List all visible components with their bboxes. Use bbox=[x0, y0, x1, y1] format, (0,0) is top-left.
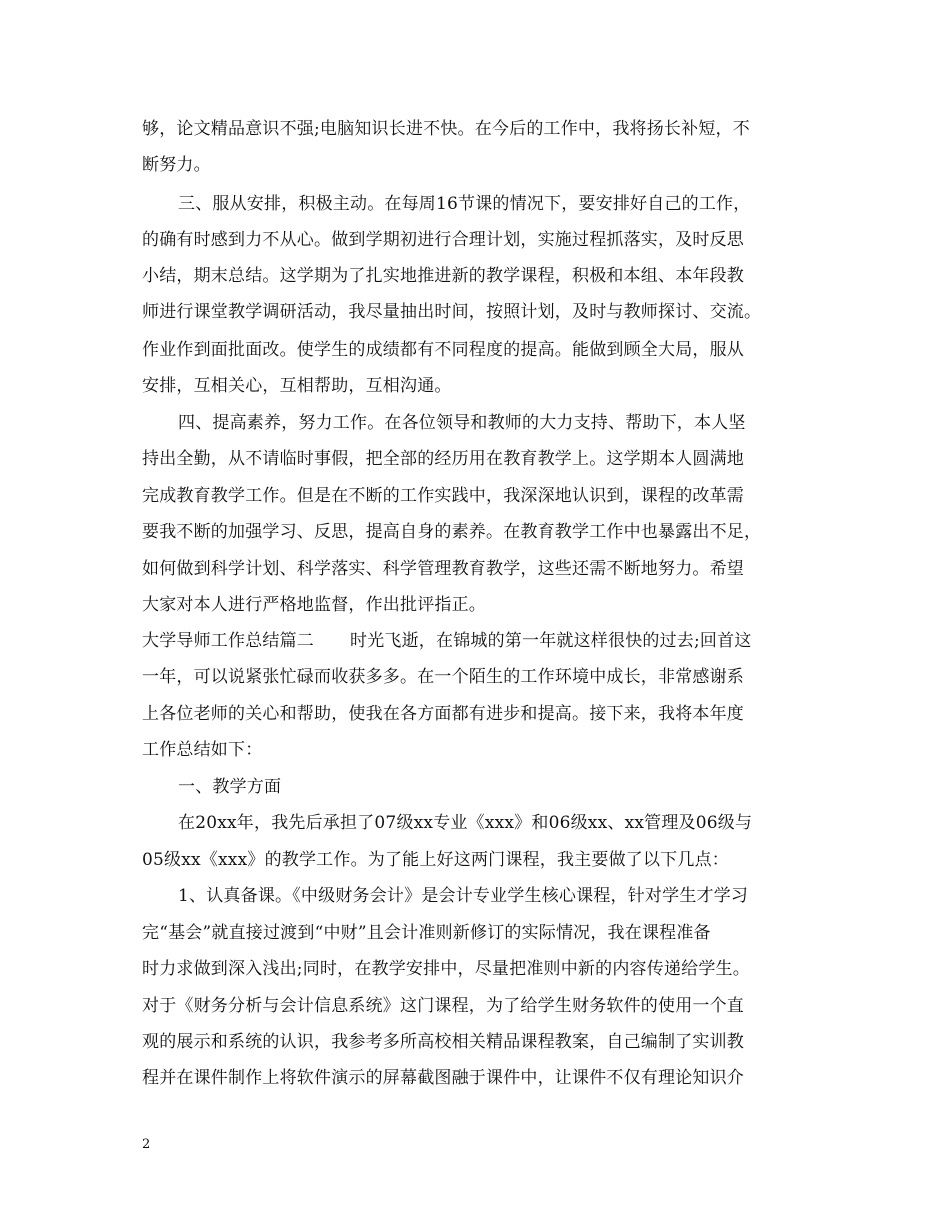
section-intro-text: 时光飞逝，在锦城的第一年就这样很快的过去;回首这 bbox=[350, 631, 752, 651]
text-line: 小结，期末总结。这学期为了扎实地推进新的教学课程，积极和本组、本年段教 bbox=[142, 266, 744, 286]
text-line: 05级xx《xxx》的教学工作。为了能上好这两门课程，我主要做了以下几点： bbox=[142, 850, 729, 870]
text-line: 断努力。 bbox=[142, 155, 211, 175]
paragraph-4-start: 四、提高素养，努力工作。在各位领导和教师的大力支持、帮助下，本人坚 bbox=[178, 413, 746, 433]
paragraph-teaching-start: 在20xx年，我先后承担了07级xx专业《xxx》和06级xx、xx管理及06级与 bbox=[178, 813, 753, 833]
text-line: 作业作到面批面改。使学生的成绩都有不同程度的提高。能做到顾全大局，服从 bbox=[142, 340, 744, 360]
text-line: 如何做到科学计划、科学落实、科学管理教育教学，这些还需不断地努力。希望 bbox=[142, 559, 744, 579]
paragraph-3-start: 三、服从安排，积极主动。在每周16节课的情况下，要安排好自己的工作， bbox=[178, 194, 751, 214]
section-heading: 大学导师工作总结篇二 bbox=[142, 631, 314, 651]
text-line: 上各位老师的关心和帮助，使我在各方面都有进步和提高。接下来，我将本年度 bbox=[142, 704, 744, 724]
text-line: 要我不断的加强学习、反思，提高自身的素养。在教育教学工作中也暴露出不足， bbox=[142, 522, 762, 542]
text-line: 够，论文精品意识不强;电脑知识长进不快。在今后的工作中，我将扬长补短，不 bbox=[142, 119, 750, 139]
text-line: 安排，互相关心，互相帮助，互相沟通。 bbox=[142, 376, 452, 396]
text-line: 观的展示和系统的认识，我参考多所高校相关精品课程教案，自己编制了实训教 bbox=[142, 1032, 744, 1052]
text-line: 完“基会”就直接过渡到“中财”且会计准则新修订的实际情况，我在课程准备 bbox=[142, 923, 711, 943]
text-line: 工作总结如下： bbox=[142, 740, 263, 760]
text-line: 对于《财务分析与会计信息系统》这门课程，为了给学生财务软件的使用一个直 bbox=[142, 996, 744, 1016]
subheading-teaching: 一、教学方面 bbox=[178, 777, 282, 797]
section-heading-line bbox=[142, 630, 752, 652]
page-number: 2 bbox=[142, 1137, 151, 1152]
text-line: 的确有时感到力不从心。做到学期初进行合理计划，实施过程抓落实，及时反思 bbox=[142, 230, 744, 250]
text-line: 时力求做到深入浅出;同时，在教学安排中，尽量把准则中新的内容传递给学生。 bbox=[142, 959, 750, 979]
paragraph-prep-start: 1、认真备课。《中级财务会计》是会计专业学生核心课程，针对学生才学习 bbox=[178, 886, 749, 906]
text-line: 完成教育教学工作。但是在不断的工作实践中，我深深地认识到，课程的改革需 bbox=[142, 486, 744, 506]
text-line: 师进行课堂教学调研活动，我尽量抽出时间，按照计划，及时与教师探讨、交流。 bbox=[142, 302, 762, 322]
text-line: 一年，可以说紧张忙碌而收获多多。在一个陌生的工作环境中成长，非常感谢系 bbox=[142, 667, 744, 687]
text-line: 程并在课件制作上将软件演示的屏幕截图融于课件中，让课件不仅有理论知识介 bbox=[142, 1068, 744, 1088]
text-line: 大家对本人进行严格地监督，作出批评指正。 bbox=[142, 595, 486, 615]
text-line: 持出全勤，从不请临时事假，把全部的经历用在教育教学上。这学期本人圆满地 bbox=[142, 449, 744, 469]
